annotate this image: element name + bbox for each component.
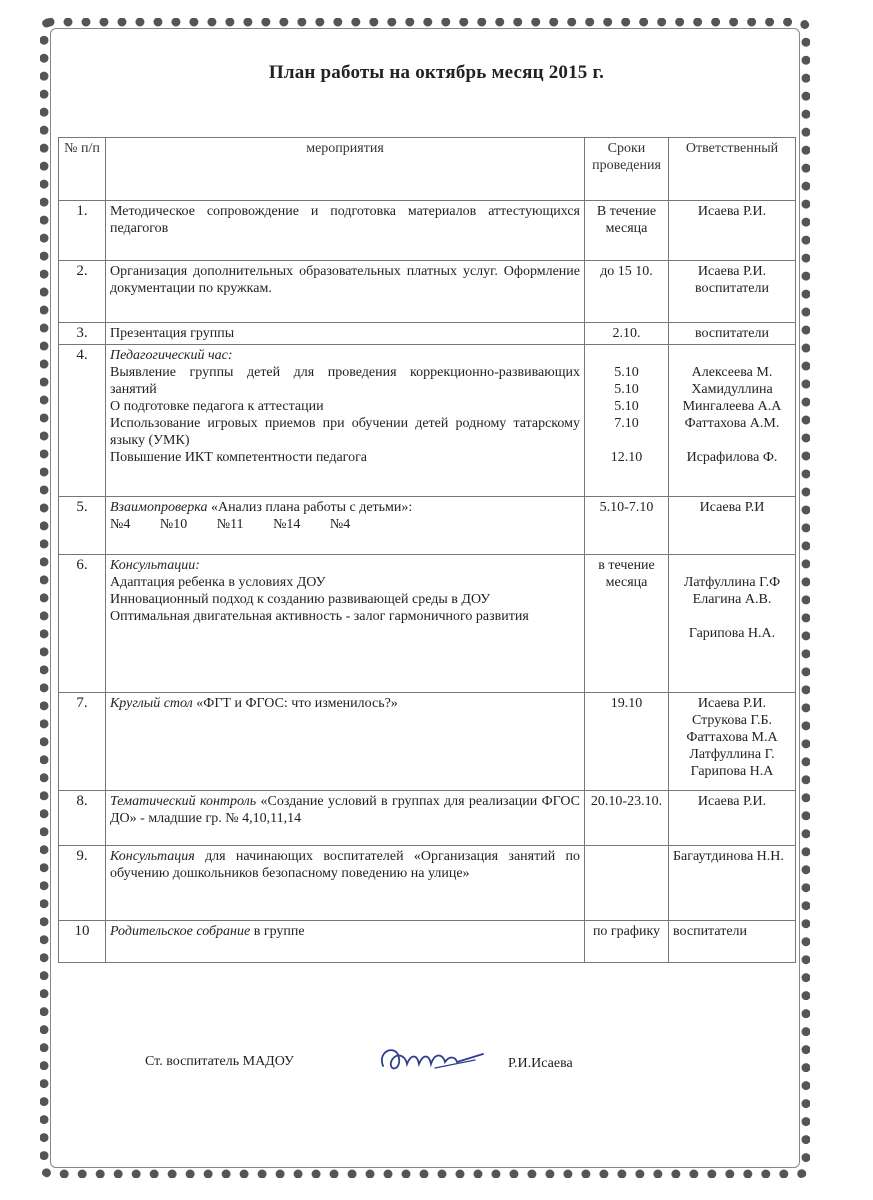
- header-activity: мероприятия: [106, 138, 585, 201]
- signature-name: Р.И.Исаева: [508, 1056, 573, 1071]
- table-row: [59, 791, 796, 846]
- list-item: О подготовке педагога к аттестации: [110, 399, 324, 414]
- row-term: в течение месяца: [585, 555, 669, 693]
- group-number: №14: [273, 517, 301, 532]
- term-item: 5.10: [614, 399, 639, 414]
- row-responsible: воспитатели: [669, 921, 796, 963]
- responsible-item: Исаева Р.И.: [697, 696, 767, 711]
- responsible-item: Латфуллина Г.Ф: [683, 575, 781, 590]
- row-responsible: [669, 345, 796, 497]
- term-item: 7.10: [614, 416, 639, 431]
- responsible-item: Гарипова Н.А: [690, 764, 774, 779]
- list-item: Выявление группы детей для проведения коррекционно-развивающих занятий: [110, 365, 580, 397]
- row-num: 4.: [59, 345, 106, 497]
- group-number: №4: [110, 517, 131, 532]
- row-responsible: Исаева Р.И: [669, 497, 796, 555]
- row-term: В течение месяца: [585, 201, 669, 261]
- row-num: 8.: [59, 791, 106, 846]
- row-heading: Консультация: [110, 849, 195, 864]
- row-responsible: Багаутдинова Н.Н.: [669, 846, 796, 921]
- term-item: 12.10: [610, 450, 643, 465]
- list-item: Использование игровых приемов при обучении детей родному татарскому языку (УМК): [110, 416, 580, 448]
- row-activity: [106, 345, 585, 497]
- row-heading: Педагогический час:: [110, 348, 233, 363]
- header-term: Сроки проведения: [585, 138, 669, 201]
- responsible-item: Хамидуллина: [691, 382, 773, 397]
- table-row: [59, 846, 796, 921]
- signature-scribble: [375, 1040, 495, 1080]
- row-heading: Родительское собрание: [110, 924, 251, 939]
- table-row: [59, 323, 796, 345]
- group-number: №11: [216, 517, 244, 532]
- row-text: «Анализ плана работы с детьми»:: [210, 500, 413, 515]
- row-activity: [106, 921, 585, 963]
- term-item: 5.10: [614, 365, 639, 380]
- row-term: 2.10.: [585, 323, 669, 345]
- row-responsible: воспитатели: [669, 323, 796, 345]
- table-row: [59, 497, 796, 555]
- table-row: [59, 693, 796, 791]
- row-heading: Консультации:: [110, 558, 200, 573]
- row-text: для начинающих воспитателей «Организация занятий по обучению дошкольников безопасному поведению на улице»: [110, 849, 580, 881]
- row-text: в группе: [253, 924, 305, 939]
- row-term: до 15 10.: [585, 261, 669, 323]
- row-num: 2.: [59, 261, 106, 323]
- row-responsible: Исаева Р.И.: [669, 791, 796, 846]
- list-item: Инновационный подход к созданию развивающей среды в ДОУ: [110, 592, 491, 607]
- header-responsible: Ответственный: [669, 138, 796, 201]
- row-activity: Методическое сопровождение и подготовка материалов аттестующихся педагогов: [106, 201, 585, 261]
- row-activity: [106, 846, 585, 921]
- page-title: План работы на октябрь месяц 2015 г.: [268, 62, 605, 83]
- row-activity: [106, 791, 585, 846]
- row-responsible: Исаева Р.И.: [669, 201, 796, 261]
- responsible-item: Алексеева М.: [691, 365, 773, 380]
- row-term: [585, 345, 669, 497]
- row-activity: [106, 497, 585, 555]
- responsible-item: Фаттахова А.М.: [684, 416, 780, 431]
- row-responsible: [669, 555, 796, 693]
- row-activity: [106, 693, 585, 791]
- responsible-item: Латфуллина Г.: [689, 747, 775, 762]
- row-term: по графику: [585, 921, 669, 963]
- signature-role: Ст. воспитатель МАДОУ: [145, 1054, 294, 1069]
- list-item: Оптимальная двигательная активность - залог гармоничного развития: [110, 609, 529, 624]
- responsible-item: Гарипова Н.А.: [688, 626, 776, 641]
- table-row: [59, 261, 796, 323]
- table-row: [59, 555, 796, 693]
- group-number: №4: [329, 517, 351, 532]
- list-item: Повышение ИКТ компетентности педагога: [110, 450, 368, 465]
- row-term: 20.10-23.10.: [585, 791, 669, 846]
- row-activity: [106, 555, 585, 693]
- row-activity: Презентация группы: [106, 323, 585, 345]
- row-num: 7.: [59, 693, 106, 791]
- table-row: [59, 201, 796, 261]
- responsible-item: Струкова Г.Б.: [691, 713, 773, 728]
- table-row: [59, 921, 796, 963]
- term-item: 5.10: [614, 382, 639, 397]
- signature-block: [145, 1048, 605, 1088]
- row-text: «ФГТ и ФГОС: что изменилось?»: [196, 696, 398, 711]
- group-number: №10: [159, 517, 188, 532]
- row-responsible: [669, 693, 796, 791]
- row-num: 6.: [59, 555, 106, 693]
- responsible-item: Исрафилова Ф.: [686, 450, 778, 465]
- list-item: Адаптация ребенка в условиях ДОУ: [110, 575, 326, 590]
- row-num: 5.: [59, 497, 106, 555]
- row-num: 10: [59, 921, 106, 963]
- responsible-item: Мингалеева А.А: [682, 399, 782, 414]
- table-header-row: [59, 138, 796, 201]
- row-term: 5.10-7.10: [585, 497, 669, 555]
- table-row: [59, 345, 796, 497]
- row-activity: Организация дополнительных образовательных платных услуг. Оформление документации по кружкам.: [106, 261, 585, 323]
- row-num: 3.: [59, 323, 106, 345]
- responsible-item: Елагина А.В.: [692, 592, 772, 607]
- row-num: 9.: [59, 846, 106, 921]
- group-list: [110, 516, 580, 533]
- header-num: № п/п: [59, 138, 106, 201]
- row-term: 19.10: [585, 693, 669, 791]
- responsible-item: Фаттахова М.А: [686, 730, 778, 745]
- row-responsible: Исаева Р.И. воспитатели: [669, 261, 796, 323]
- row-heading: Тематический контроль: [110, 794, 257, 809]
- row-heading: Взаимопроверка: [110, 500, 208, 515]
- plan-table: [58, 137, 796, 963]
- row-term: [585, 846, 669, 921]
- row-text: «Создание условий в группах для реализации ФГОС ДО» - младшие гр. № 4,10,11,14: [110, 794, 581, 826]
- row-heading: Круглый стол: [110, 696, 193, 711]
- row-num: 1.: [59, 201, 106, 261]
